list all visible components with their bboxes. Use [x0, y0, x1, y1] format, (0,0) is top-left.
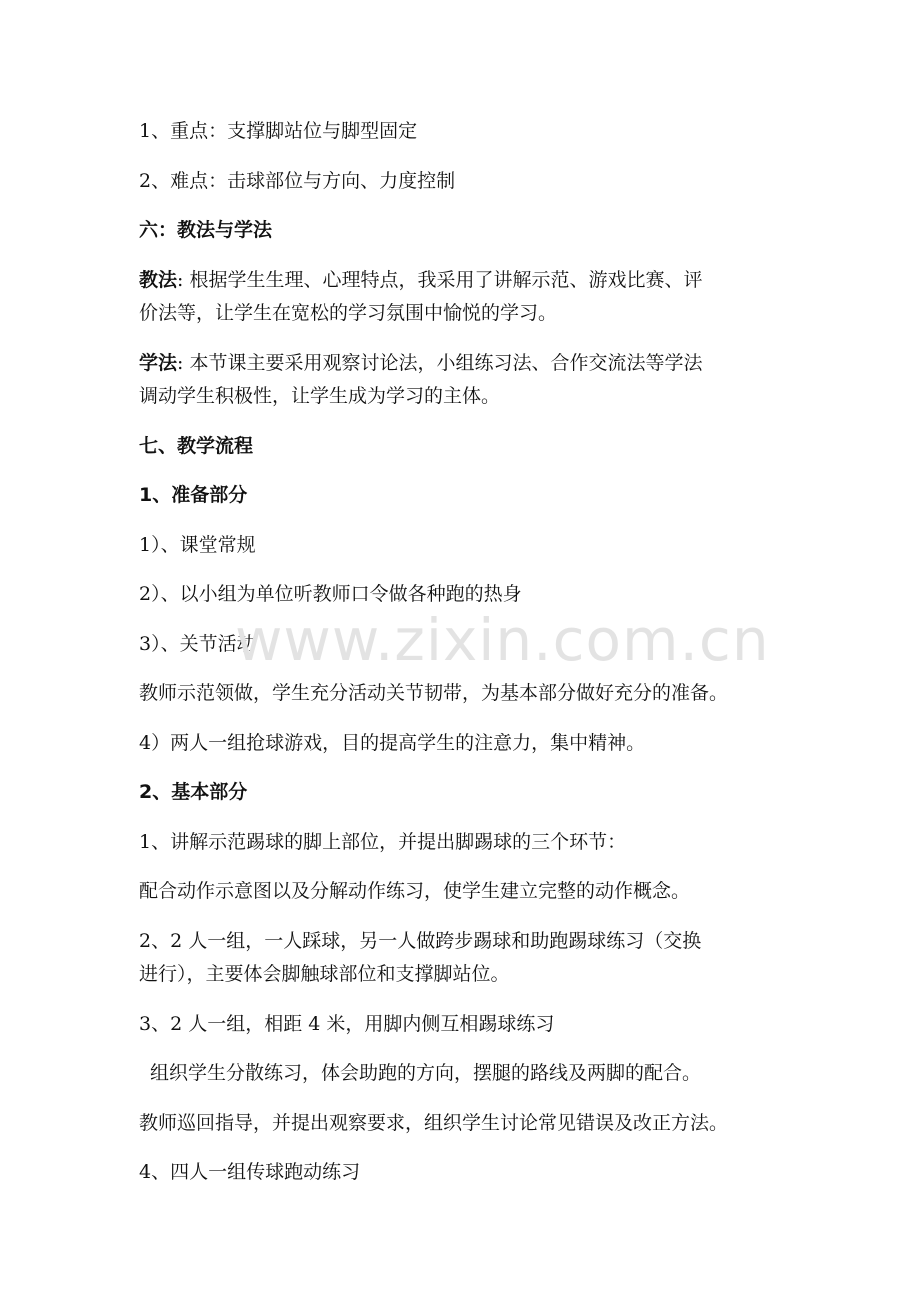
- part-2-item-1: 1、讲解示范踢球的脚上部位，并提出脚踢球的三个环节：: [139, 831, 627, 853]
- part-1-description: 教师示范领做，学生充分活动关节韧带，为基本部分做好充分的准备。: [139, 682, 729, 704]
- part-1-item-4: 4）两人一组抢球游戏，目的提高学生的注意力，集中精神。: [139, 732, 646, 754]
- learning-method-line-2: 调动学生积极性，让学生成为学习的主体。: [139, 385, 501, 407]
- teaching-method-line-2: 价法等，让学生在宽松的学习氛围中愉悦的学习。: [139, 302, 558, 324]
- difficult-point-line: 2、难点：击球部位与方向、力度控制: [139, 170, 456, 192]
- key-point-line: 1、重点：支撑脚站位与脚型固定: [139, 120, 418, 142]
- teaching-method-label: 教法: [139, 269, 178, 291]
- part-1-item-2: 2）、以小组为单位听教师口令做各种跑的热身: [139, 583, 522, 605]
- learning-method-label: 学法: [139, 352, 178, 374]
- part-2-heading: 2、基本部分: [139, 781, 248, 803]
- part-2-teacher-guidance: 教师巡回指导，并提出观察要求，组织学生讨论常见错误及改正方法。: [139, 1112, 729, 1134]
- part-2-item-3-description: 组织学生分散练习，体会助跑的方向，摆腿的路线及两脚的配合。: [150, 1062, 702, 1084]
- teaching-method-text-1: : 根据学生生理、心理特点，我采用了讲解示范、游戏比赛、评: [177, 269, 703, 291]
- part-2-item-3: 3、2 人一组，相距 4 米，用脚内侧互相踢球练习: [139, 1013, 555, 1035]
- teaching-method-line-1: [139, 263, 789, 297]
- part-2-item-4: 4、四人一组传球跑动练习: [139, 1161, 361, 1183]
- learning-method-text-1: : 本节课主要采用观察讨论法，小组练习法、合作交流法等学法: [177, 352, 703, 374]
- watermark-text: www.zixin.com.cn: [235, 606, 770, 674]
- part-2-item-1-description: 配合动作示意图以及分解动作练习，使学生建立完整的动作概念。: [139, 880, 691, 902]
- part-1-item-1: 1）、课堂常规: [139, 534, 256, 556]
- section-7-heading: 七、教学流程: [139, 435, 254, 457]
- learning-method-line-1: [139, 346, 789, 380]
- part-1-heading: 1、准备部分: [139, 484, 248, 506]
- part-1-item-3: 3）、关节活动: [139, 633, 256, 655]
- section-6-heading: 六：教法与学法: [139, 219, 273, 241]
- part-2-item-2-line-2: 进行），主要体会脚触球部位和支撑脚站位。: [139, 963, 510, 985]
- part-2-item-2-line-1: 2、2 人一组，一人踩球，另一人做跨步踢球和助跑踢球练习（交换: [139, 930, 702, 952]
